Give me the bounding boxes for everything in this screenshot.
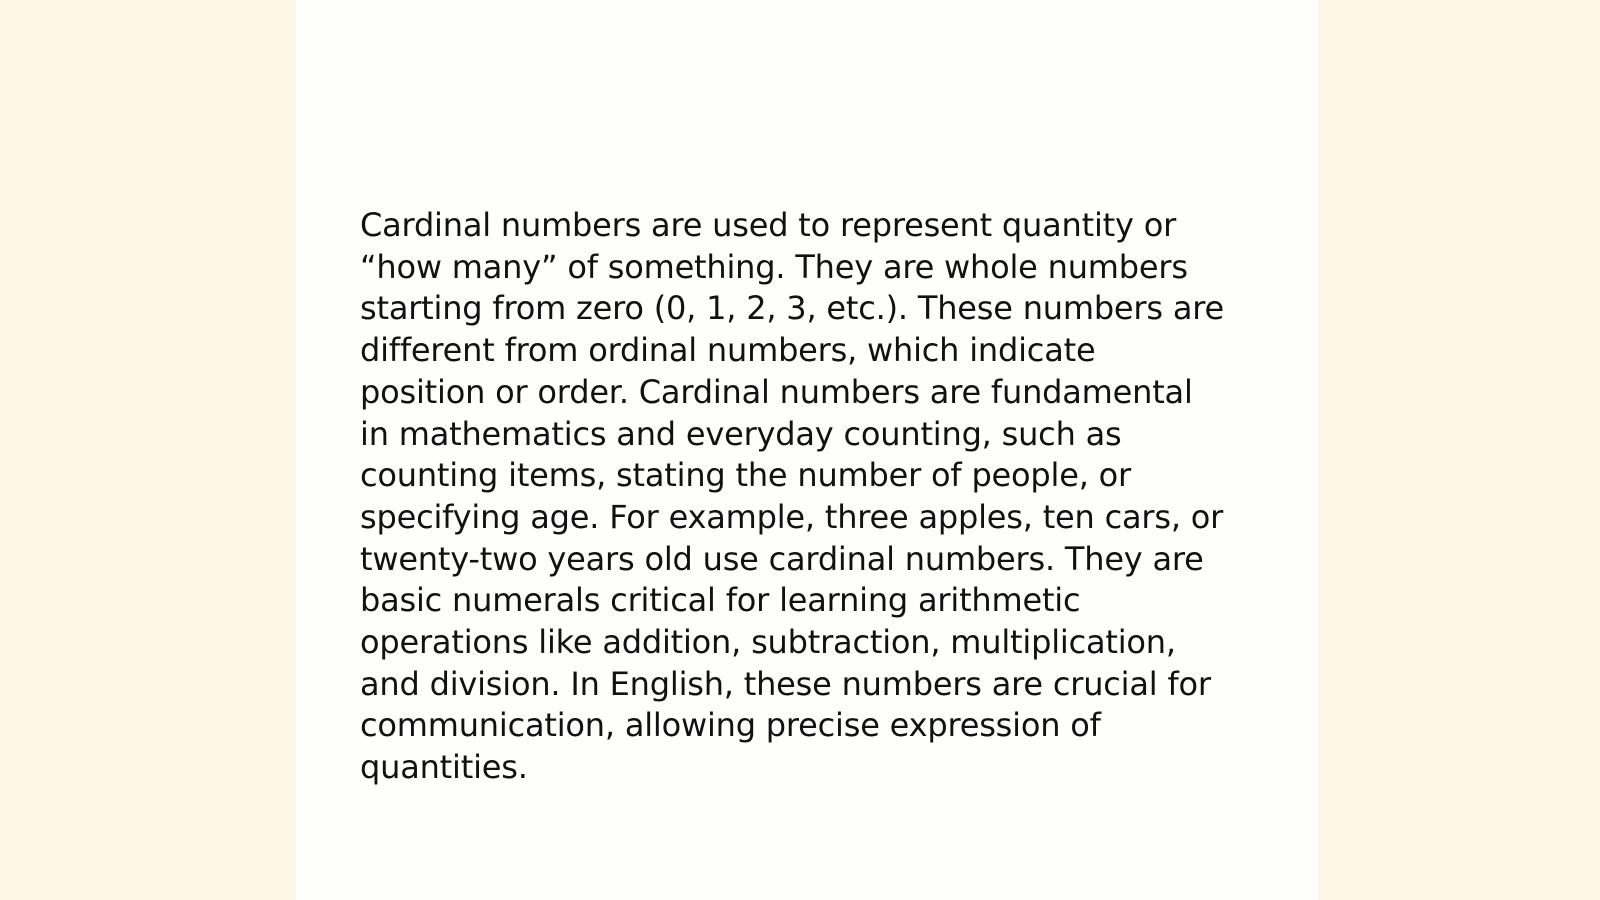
body-paragraph: Cardinal numbers are used to represent quantity or “how many” of something. They are whole numbers starting from zero (0, 1, 2, 3, etc.). These numbers are different from ordinal numbers, which indicate position or order. Cardinal numbers are fundamental in mathematics and everyday counting, such as counting items, stating the number of people, or specifying age. For example, three apples, ten cars, or twenty-two years old use cardinal numbers. They are basic numerals critical for learning arithmetic operations like addition, subtraction, multiplication, and division. In English, these numbers are crucial for communication, allowing precise expression of quantities. — [360, 206, 1224, 787]
document-page — [296, 0, 1318, 900]
